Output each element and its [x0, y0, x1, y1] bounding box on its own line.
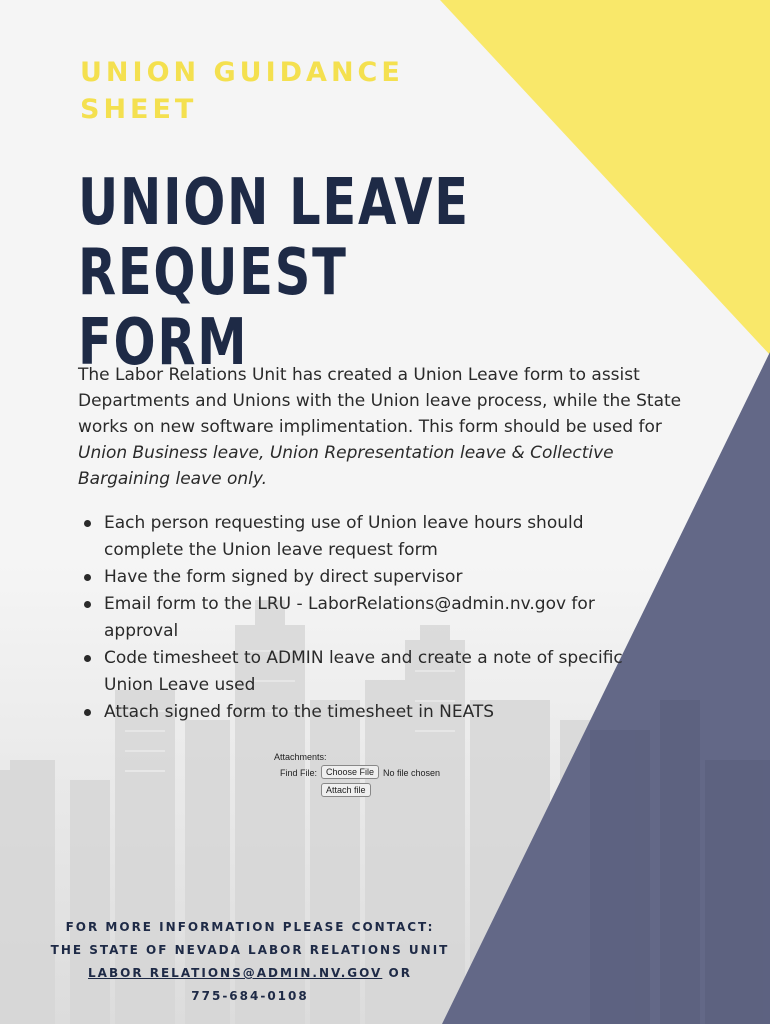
list-item: Each person requesting use of Union leave hours should complete the Union leave request form	[78, 510, 638, 564]
contact-block	[40, 916, 460, 1008]
eyebrow-line-2: SHEET	[80, 94, 198, 125]
contact-or: OR	[382, 966, 412, 980]
choose-file-button: Choose File	[321, 765, 379, 779]
no-file-status: No file chosen	[383, 768, 441, 778]
list-item: Email form to the LRU - LaborRelations@admin.nv.gov for approval	[78, 591, 638, 645]
attachments-label: Attachments:	[274, 752, 327, 762]
list-item: Attach signed form to the timesheet in NEATS	[78, 699, 638, 726]
intro-paragraph	[78, 362, 698, 492]
list-item: Code timesheet to ADMIN leave and create a note of specific Union Leave used	[78, 645, 638, 699]
eyebrow-heading	[80, 54, 480, 128]
find-file-label: Find File:	[280, 768, 318, 778]
eyebrow-line-1: UNION GUIDANCE	[80, 57, 404, 88]
attachment-screenshot	[266, 750, 466, 802]
list-item: Have the form signed by direct supervisor	[78, 564, 638, 591]
contact-email-line	[40, 962, 460, 985]
contact-phone: 775-684-0108	[191, 989, 309, 1003]
attach-file-button: Attach file	[321, 783, 371, 797]
contact-line-2: THE STATE OF NEVADA LABOR RELATIONS UNIT	[50, 943, 450, 957]
contact-line-1: FOR MORE INFORMATION PLEASE CONTACT:	[65, 920, 435, 934]
intro-italic-text: Union Business leave, Union Representation leave & Collective Bargaining leave only.	[78, 443, 614, 489]
contact-email-link[interactable]: LABOR RELATIONS@ADMIN.NV.GOV	[88, 966, 383, 980]
title-line-2: FORM	[78, 306, 249, 380]
instruction-list	[78, 510, 638, 726]
title-line-1: UNION LEAVE REQUEST	[78, 166, 470, 310]
page-title	[78, 168, 611, 378]
intro-plain-text: The Labor Relations Unit has created a Union Leave form to assist Departments and Unions with the Union leave process, while the State works on new software implimentation. This form should be used for	[78, 365, 682, 437]
